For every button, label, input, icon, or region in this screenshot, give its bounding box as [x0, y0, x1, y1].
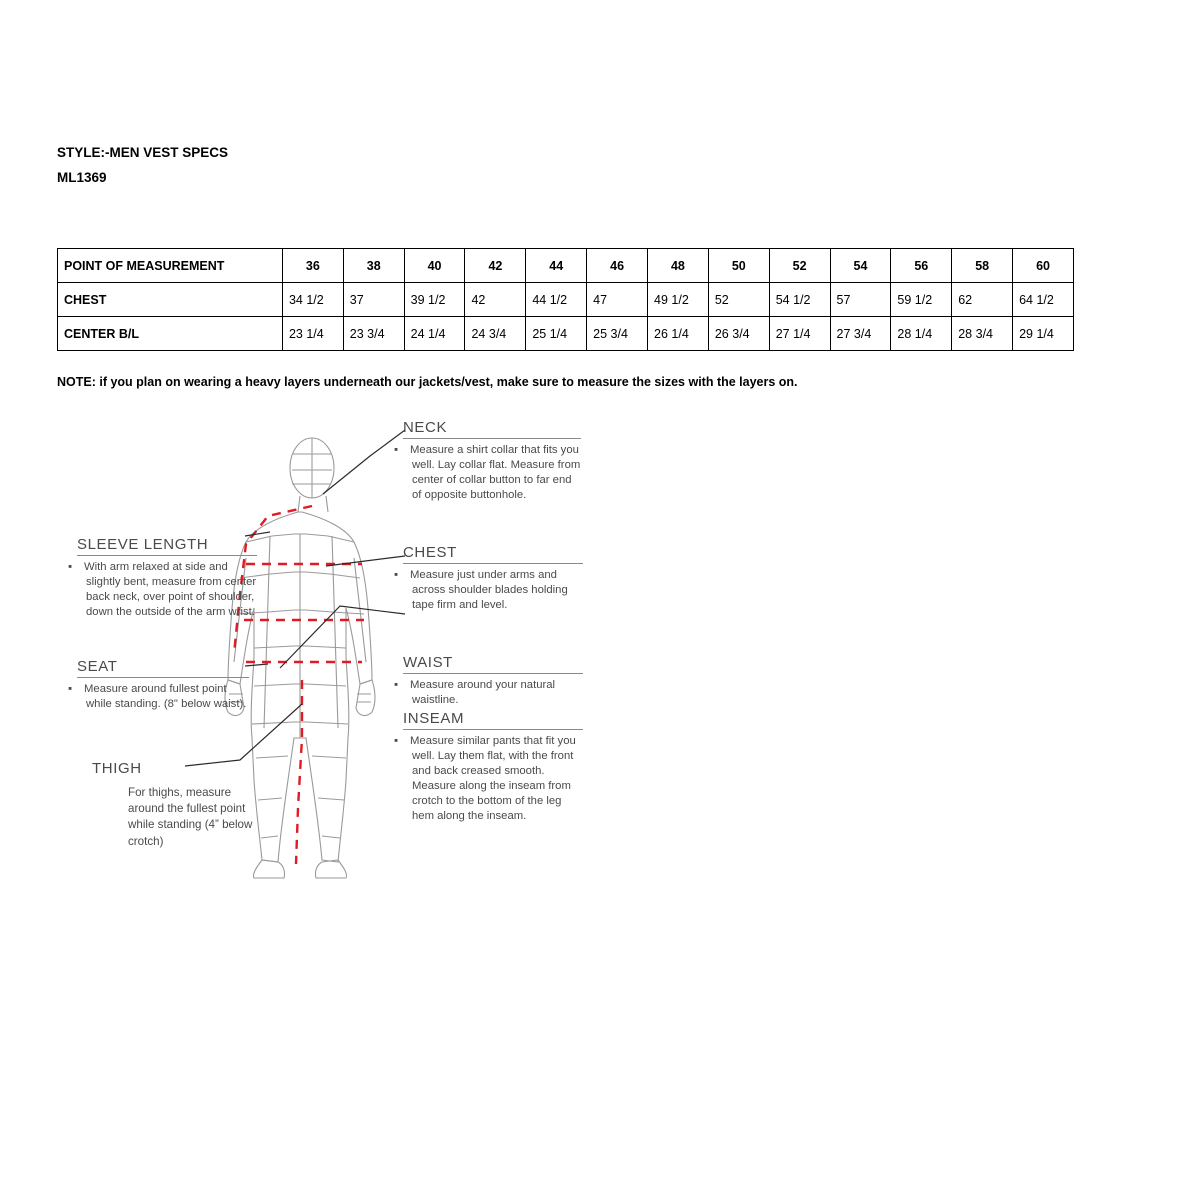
- measurement-guide-figure: [40, 408, 660, 918]
- cell-chest-50: 52: [708, 283, 769, 317]
- cell-center-bl-56: 28 1/4: [891, 317, 952, 351]
- cell-chest-60: 64 1/2: [1013, 283, 1074, 317]
- callout-inseam: [394, 710, 583, 823]
- cell-chest-54: 57: [830, 283, 891, 317]
- column-header-size-56: 56: [891, 249, 952, 283]
- bullet-icon: ▪: [394, 444, 399, 456]
- callout-inseam-rule: [403, 729, 583, 730]
- table-row: [58, 317, 1074, 351]
- callout-waist: [394, 654, 583, 708]
- style-line: STYLE:-MEN VEST SPECS: [57, 145, 229, 160]
- callout-thigh-body: For thighs, measure around the fullest point while standing (4” below crotch): [128, 786, 253, 848]
- cell-chest-42: 42: [465, 283, 526, 317]
- callout-chest: [394, 544, 583, 613]
- callout-sleeve-length: [68, 536, 257, 620]
- callout-sleeve-length-rule: [77, 555, 257, 556]
- cell-center-bl-58: 28 3/4: [952, 317, 1013, 351]
- callout-neck-body: ▪ Measure a shirt collar that fits you well. Lay collar flat. Measure from center of collar button to far end of opposite buttonhole.: [394, 444, 581, 501]
- cell-center-bl-36: 23 1/4: [282, 317, 343, 351]
- cell-chest-52: 54 1/2: [769, 283, 830, 317]
- callout-seat-rule: [77, 677, 249, 678]
- style-code: ML1369: [57, 169, 107, 185]
- column-header-size-44: 44: [526, 249, 587, 283]
- callout-inseam-heading: INSEAM: [403, 710, 465, 727]
- callout-inseam-body: ▪ Measure similar pants that fit you well. Lay them flat, with the front and back creased smooth. Measure along the inseam from crotch to the bottom of the leg hem along the inseam.: [394, 735, 576, 822]
- column-header-size-36: 36: [282, 249, 343, 283]
- column-header-size-58: 58: [952, 249, 1013, 283]
- size-spec-table: [57, 248, 1074, 351]
- cell-chest-44: 44 1/2: [526, 283, 587, 317]
- cell-chest-48: 49 1/2: [648, 283, 709, 317]
- column-header-size-40: 40: [404, 249, 465, 283]
- cell-chest-40: 39 1/2: [404, 283, 465, 317]
- bullet-icon: ▪: [394, 679, 399, 691]
- callout-seat: [68, 658, 249, 712]
- bullet-icon: ▪: [394, 735, 399, 747]
- callout-neck-rule: [403, 438, 581, 439]
- cell-center-bl-60: 29 1/4: [1013, 317, 1074, 351]
- bullet-icon: ▪: [68, 561, 73, 573]
- cell-chest-46: 47: [587, 283, 648, 317]
- bullet-icon: ▪: [68, 683, 73, 695]
- column-header-size-54: 54: [830, 249, 891, 283]
- column-header-size-48: 48: [648, 249, 709, 283]
- callout-sleeve-length-heading: SLEEVE LENGTH: [77, 536, 209, 553]
- measurement-note: NOTE: if you plan on wearing a heavy layers underneath our jackets/vest, make sure to measure the sizes with the layers on.: [57, 375, 798, 389]
- column-header-size-60: 60: [1013, 249, 1074, 283]
- callout-seat-body: ▪ Measure around fullest point while standing. (8" below waist).: [68, 683, 247, 710]
- callout-sleeve-length-body: ▪ With arm relaxed at side and slightly bent, measure from center back neck, over point of shoulder, down the outside of the arm wrist.: [68, 561, 257, 618]
- cell-chest-38: 37: [343, 283, 404, 317]
- callout-waist-rule: [403, 673, 583, 674]
- callout-neck-heading: NECK: [403, 419, 448, 436]
- column-header-point-of-measurement: POINT OF MEASUREMENT: [58, 249, 283, 283]
- callout-chest-rule: [403, 563, 583, 564]
- callout-thigh-heading: THIGH: [92, 760, 142, 777]
- row-label-center-bl: CENTER B/L: [58, 317, 283, 351]
- callout-chest-body: ▪ Measure just under arms and across shoulder blades holding tape firm and level.: [394, 569, 568, 611]
- callout-waist-body: ▪ Measure around your natural waistline.: [394, 679, 556, 706]
- table-header-row: [58, 249, 1074, 283]
- cell-center-bl-40: 24 1/4: [404, 317, 465, 351]
- cell-center-bl-46: 25 3/4: [587, 317, 648, 351]
- row-label-chest: CHEST: [58, 283, 283, 317]
- column-header-size-46: 46: [587, 249, 648, 283]
- column-header-size-52: 52: [769, 249, 830, 283]
- table-row: [58, 283, 1074, 317]
- cell-center-bl-52: 27 1/4: [769, 317, 830, 351]
- cell-center-bl-54: 27 3/4: [830, 317, 891, 351]
- cell-center-bl-42: 24 3/4: [465, 317, 526, 351]
- callout-seat-heading: SEAT: [77, 658, 118, 675]
- cell-chest-56: 59 1/2: [891, 283, 952, 317]
- cell-center-bl-48: 26 1/4: [648, 317, 709, 351]
- cell-center-bl-50: 26 3/4: [708, 317, 769, 351]
- column-header-size-38: 38: [343, 249, 404, 283]
- cell-center-bl-38: 23 3/4: [343, 317, 404, 351]
- title-block: [57, 146, 228, 195]
- column-header-size-50: 50: [708, 249, 769, 283]
- callout-waist-heading: WAIST: [403, 654, 453, 671]
- bullet-icon: ▪: [394, 569, 399, 581]
- callout-chest-heading: CHEST: [403, 544, 457, 561]
- callout-thigh: [92, 760, 270, 850]
- cell-center-bl-44: 25 1/4: [526, 317, 587, 351]
- cell-chest-36: 34 1/2: [282, 283, 343, 317]
- column-header-size-42: 42: [465, 249, 526, 283]
- callout-neck: [394, 419, 581, 503]
- cell-chest-58: 62: [952, 283, 1013, 317]
